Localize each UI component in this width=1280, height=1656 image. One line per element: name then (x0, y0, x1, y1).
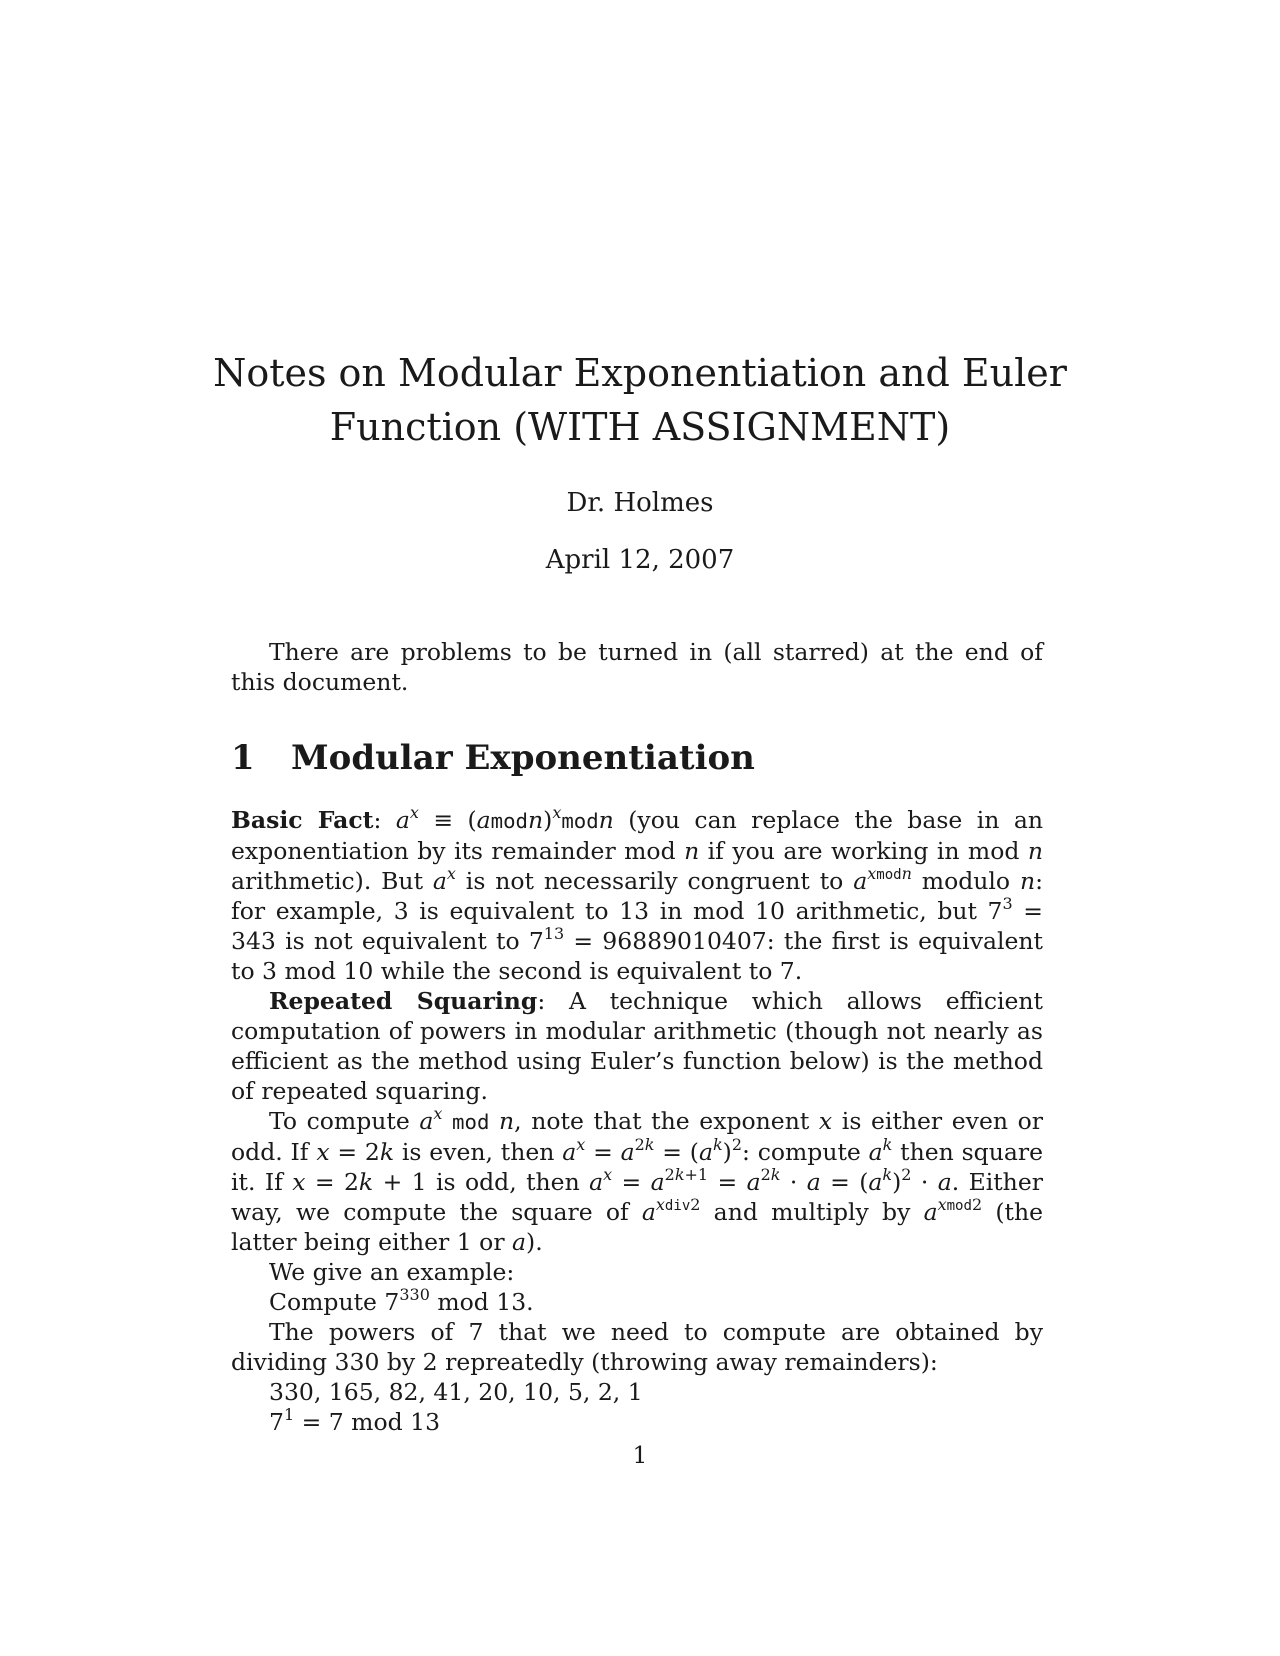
first-power-line: $7^1 = 7$ mod 13 (269, 1404, 441, 1436)
section-title: Modular Exponentiation (291, 738, 755, 778)
section-heading (231, 738, 755, 778)
intro-paragraph (231, 637, 1043, 697)
basic-fact-paragraph: Basic Fact: $a^x$ ≡ (amodn)$^x$modn (you can replace the base in an exponentiation by its remainder mod n if you are working in mod n arithmetic). But $a^x$ is not necessarily congruent to $a^{xmodn}$ modulo n: for example, 3 is equivalent to 13 in mod 10 arithmetic, but $7^3 = 343$ is not equivalent to $7^{13} = 96889010407$: the first is equivalent to 3 mod 10 while the second is equivalent to 7. (231, 802, 1043, 985)
repeated-squaring-paragraph (231, 986, 1043, 1106)
example-intro: We give an example: (269, 1258, 515, 1286)
title-line-1: Notes on Modular Exponentiation and Euler (213, 351, 1067, 395)
date: April 12, 2007 (545, 545, 735, 575)
repeated-squaring-label: Repeated Squaring (269, 987, 538, 1015)
basic-fact-label: Basic Fact (231, 806, 374, 834)
repeated-squaring-text: : A technique which allows efficient computation of powers in modular arithmetic (though not nearly as efficient as the method using Euler’s function below) is the method of repeated squaring. (231, 987, 1043, 1105)
page-number: 1 (632, 1443, 648, 1469)
author: Dr. Holmes (566, 488, 714, 518)
title-line-2: Function (WITH ASSIGNMENT) (329, 405, 951, 449)
intro-text: There are problems to be turned in (all starred) at the end of this document. (231, 638, 1043, 696)
powers-paragraph: The powers of 7 that we need to compute are obtained by dividing 330 by 2 repreatedly (throwing away remainders): (231, 1318, 1043, 1376)
section-body (231, 802, 1044, 1437)
example-problem: Compute $7^{330}$ mod 13. (269, 1284, 534, 1316)
division-sequence: 330, 165, 82, 41, 20, 10, 5, 2, 1 (269, 1378, 643, 1406)
document-title (0, 346, 1280, 454)
section-number: 1 (231, 738, 255, 778)
method-paragraph: To compute $a^x$ mod n, note that the exponent x is either even or odd. If x = 2k is even, then $a^x = a^{2k} = (a^k)^2$: compute $a^k$ then square it. If x = 2k + 1 is odd, then $a^x = a^{2k+1} = a^{2k} \cdot a = (a^k)^2 \cdot a$. Either way, we compute the square of $a^{xdiv2}$ and multiply by $a^{xmod2}$ (the latter being either 1 or a). (231, 1103, 1044, 1256)
